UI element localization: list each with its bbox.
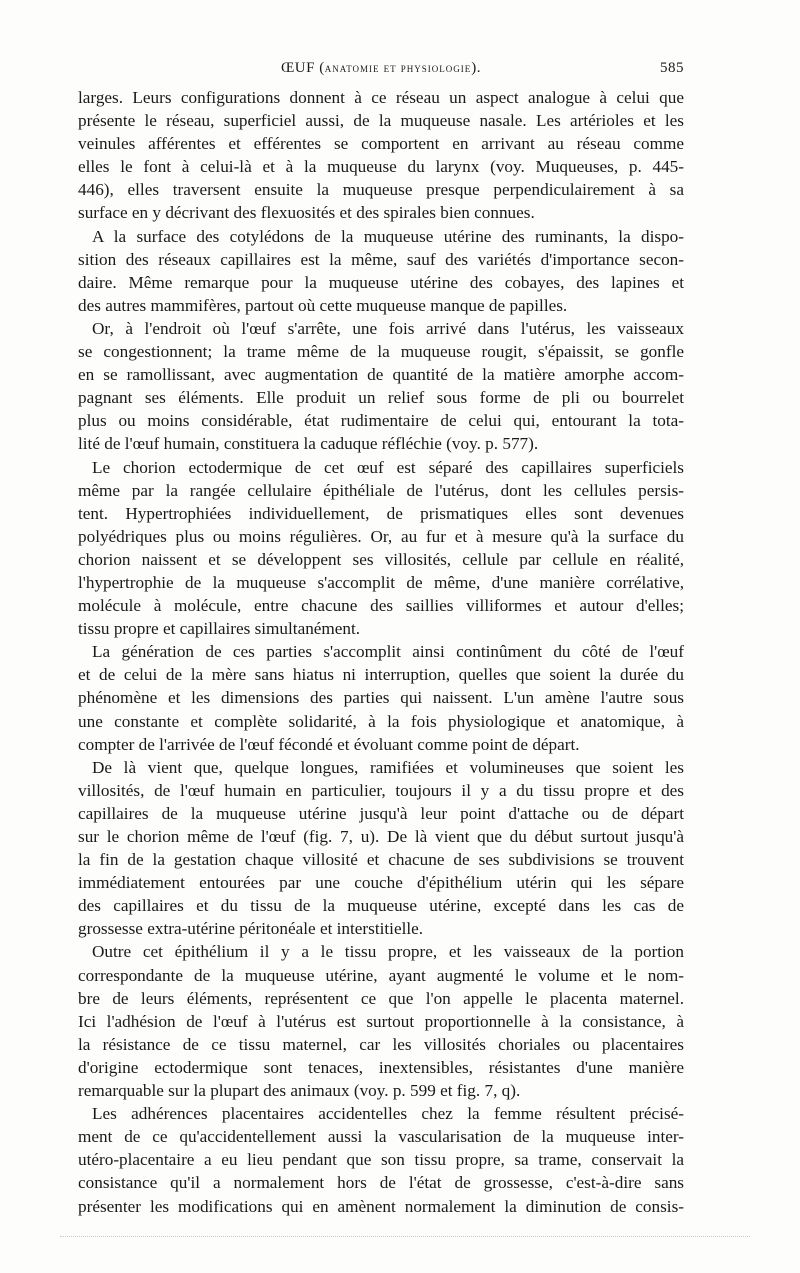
running-head-title-main: ŒUF (	[280, 60, 325, 76]
text-line: ment de ce qu'accidentellement aussi la vascularisation de la muqueuse inter-	[78, 1127, 684, 1147]
running-head-title	[78, 60, 684, 77]
body-text	[78, 86, 684, 1218]
text-line: lité de l'œuf humain, constituera la caduque réfléchie (voy. p. 577).	[78, 434, 539, 454]
text-line: compter de l'arrivée de l'œuf fécondé et évoluant comme point de départ.	[78, 734, 580, 754]
text-line: en se ramollissant, avec augmentation de quantité de la matière amorphe accom-	[78, 365, 684, 385]
text-line: présenter les modifications qui en amènent normalement la diminution de consis-	[78, 1196, 684, 1216]
text-line: l'hypertrophie de la muqueuse s'accomplit de même, d'une manière corrélative,	[78, 572, 684, 592]
text-line: tent. Hypertrophiées individuellement, de prismatiques elles sont devenues	[78, 503, 684, 523]
text-line: utéro-placentaire a eu lieu pendant que son tissu propre, sa trame, conservait la	[78, 1150, 684, 1170]
text-line: consistance qu'il a normalement hors de l'état de grossesse, c'est-à-dire sans	[78, 1173, 684, 1193]
running-head-title-smallcaps: anatomie et physiologie	[324, 61, 472, 75]
text-line: villosités, de l'œuf humain en particulier, toujours il y a du tissu propre et des	[78, 780, 684, 800]
page-number: 585	[660, 60, 684, 76]
text-line: larges. Leurs configurations donnent à ce réseau un aspect analogue à celui que	[78, 88, 684, 107]
text-line: bre de leurs éléments, représentent ce que l'on appelle le placenta maternel.	[78, 988, 684, 1008]
running-head	[78, 60, 684, 84]
text-line: immédiatement entourées par une couche d'épithélium utérin qui les sépare	[78, 873, 684, 893]
text-line: une constante et complète solidarité, à la fois physiologique et anatomique, à	[78, 711, 684, 731]
text-line: la résistance de ce tissu maternel, car les villosités choriales ou placentaires	[78, 1034, 684, 1054]
text-line: tissu propre et capillaires simultanément.	[78, 619, 361, 639]
text-line: Les adhérences placentaires accidentelles chez la femme résultent précisé-	[92, 1104, 684, 1124]
text-line: molécule à molécule, entre chacune des saillies villiformes et autour d'elles;	[78, 596, 684, 616]
text-line: La génération de ces parties s'accomplit ainsi continûment du côté de l'œuf	[92, 642, 684, 662]
text-line: grossesse extra-utérine péritonéale et interstitielle.	[78, 919, 424, 939]
text-line: elles le font à celui-là et à la muqueuse du larynx (voy. Muqueuses, p. 445-	[78, 157, 684, 177]
text-line: De là vient que, quelque longues, ramifiées et volumineuses que soient les	[92, 757, 684, 777]
text-line: correspondante de la muqueuse utérine, ayant augmenté le volume et le nom-	[78, 965, 684, 985]
text-line: se congestionnent; la trame même de la muqueuse rougit, s'épaissit, se gonfle	[78, 342, 684, 362]
text-line: d'origine ectodermique sont tenaces, inextensibles, résistantes d'une manière	[78, 1057, 684, 1077]
text-line: pagnant ses éléments. Elle produit un relief sous forme de pli ou bourrelet	[78, 388, 684, 408]
text-line: présente le réseau, superficiel aussi, de la muqueuse nasale. Les artérioles et les	[78, 111, 684, 131]
text-line: plus ou moins considérable, état rudimentaire de celui qui, entourant la tota-	[78, 411, 684, 431]
text-line: et de celui de la mère sans hiatus ni interruption, quelles que soient la durée du	[78, 665, 684, 685]
text-line: capillaires de la muqueuse utérine jusqu'à leur point d'attache ou de départ	[78, 803, 684, 823]
text-line: phénomène et les dimensions des parties qui naissent. L'un amène l'autre sous	[78, 688, 684, 708]
text-line: la fin de la gestation chaque villosité et chacune de ses subdivisions se trouvent	[78, 850, 684, 870]
text-line: sition des réseaux capillaires est la même, sauf des variétés d'importance secon-	[78, 249, 684, 269]
text-line: chorion naissent et se développent ses villosités, cellule par cellule en réalité,	[78, 549, 684, 569]
text-line: surface en y décrivant des flexuosités et des spirales bien connues.	[78, 203, 535, 223]
text-line: Le chorion ectodermique de cet œuf est séparé des capillaires superficiels	[92, 457, 684, 477]
text-line: Ici l'adhésion de l'œuf à l'utérus est surtout proportionnelle à la consistance, à	[78, 1011, 684, 1031]
text-line: Or, à l'endroit où l'œuf s'arrête, une fois arrivé dans l'utérus, les vaisseaux	[92, 318, 684, 338]
text-line: A la surface des cotylédons de la muqueuse utérine des ruminants, la dispo-	[92, 226, 684, 246]
text-line: des capillaires et du tissu de la muqueuse utérine, excepté dans les cas de	[78, 896, 684, 916]
text-line: sur le chorion même de l'œuf (fig. 7, u). De là vient que du début surtout jusqu'à	[78, 827, 684, 846]
text-line: même par la rangée cellulaire épithéliale de l'utérus, dont les cellules persis-	[78, 480, 684, 500]
text-line: Outre cet épithélium il y a le tissu propre, et les vaisseaux de la portion	[92, 942, 684, 962]
text-line: remarquable sur la plupart des animaux (voy. p. 599 et fig. 7, q).	[78, 1081, 521, 1101]
page-bottom-speckle	[60, 1236, 750, 1237]
text-line: daire. Même remarque pour la muqueuse utérine des cobayes, des lapines et	[78, 272, 684, 292]
text-line: polyédriques plus ou moins régulières. Or, au fur et à mesure qu'à la surface du	[78, 526, 684, 546]
text-line: des autres mammifères, partout où cette muqueuse manque de papilles.	[78, 295, 568, 315]
text-line: veinules afférentes et efférentes se comportent en arrivant au réseau comme	[78, 134, 684, 154]
text-line: 446), elles traversent ensuite la muqueuse presque perpendiculairement à sa	[78, 180, 684, 200]
running-head-title-end: ).	[471, 60, 482, 76]
